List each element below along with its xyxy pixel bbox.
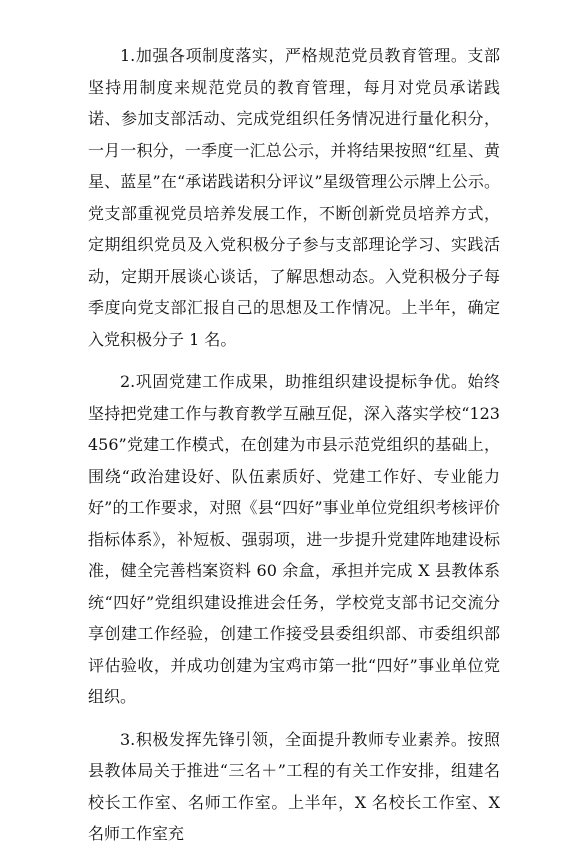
paragraph-2: 2.巩固党建工作成果，助推组织建设提标争优。始终坚持把党建工作与教育教学互融互促，深入落实学校“123456”党建工作模式，在创建为市县示范党组织的基础上，围绕“政治建设好、队伍素质好、党建工作好、专业能力好”的工作要求，对照《县“四好”事业单位党组织考核评价指标体系》，补短板、强弱项，进一步提升党建阵地建设标准，健全完善档案资料 60 余盒，承担并完成 X 县教体系统“四好”党组织建设推进会任务，学校党支部书记交流分享创建工作经验，创建工作接受县委组织部、市委组织部评估验收，并成功创建为宝鸡市第一批“四好”事业单位党组织。	[88, 372, 500, 706]
document-body	[88, 40, 500, 861]
paragraph-1: 1.加强各项制度落实，严格规范党员教育管理。支部坚持用制度来规范党员的教育管理，每月对党员承诺践诺、参加支部活动、完成党组织任务情况进行量化积分，一月一积分，一季度一汇总公示，并将结果按照“红星、黄星、蓝星”在“承诺践诺积分评议”星级管理公示牌上公示。党支部重视党员培养发展工作，不断创新党员培养方式，定期组织党员及入党积极分子参与支部理论学习、实践活动，定期开展谈心谈话，了解思想动态。入党积极分子每季度向党支部汇报自己的思想及工作情况。上半年，确定入党积极分子 1 名。	[88, 46, 500, 349]
paragraph-3: 3.积极发挥先锋引领，全面提升教师专业素养。按照县教体局关于推进“三名＋”工程的有关工作安排，组建名校长工作室、名师工作室。上半年，X 名校长工作室、X 名师工作室充	[88, 729, 500, 843]
